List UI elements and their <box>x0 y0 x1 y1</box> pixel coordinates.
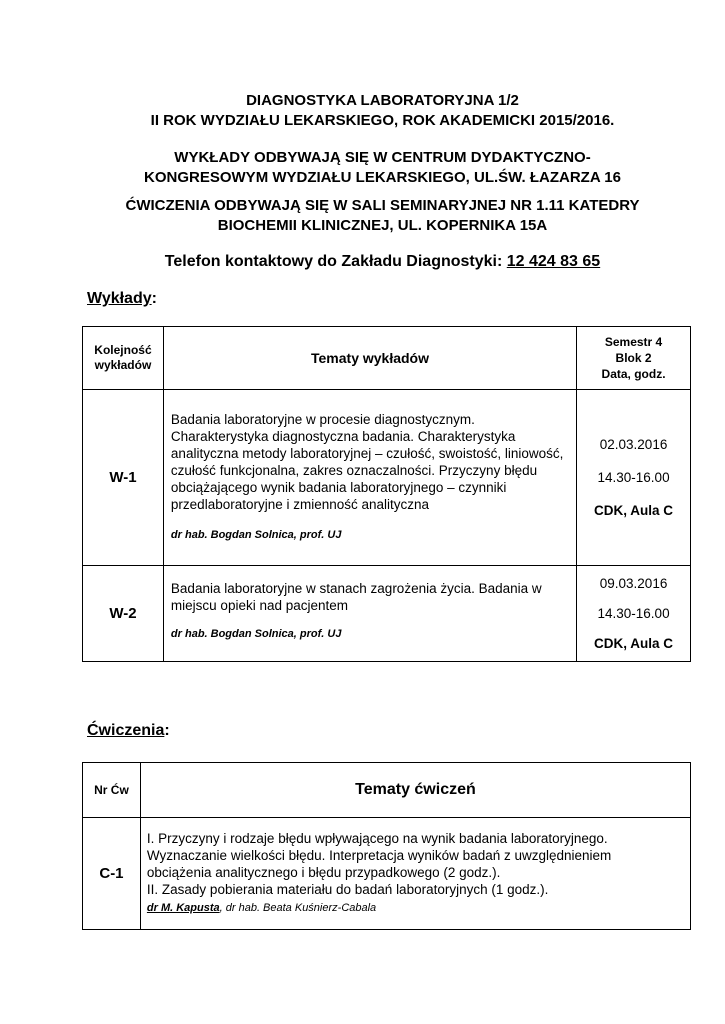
document-title <box>60 91 705 131</box>
exercise-topic-line: obciążenia analitycznego i błędu przypadkowego (2 godz.). <box>146 865 501 880</box>
lecture-code: W-2 <box>83 566 164 662</box>
header-topics: Tematy wykładów <box>163 327 576 390</box>
header-order-line-1: Kolejność <box>94 343 152 357</box>
lectures-heading <box>87 290 157 308</box>
exercise-lecturers <box>147 900 684 917</box>
lectures-heading-label: Wykłady <box>87 290 152 307</box>
lecture-time: 14.30-16.00 <box>597 469 670 485</box>
lecture-topic-cell <box>163 566 576 662</box>
lectures-table <box>82 326 691 662</box>
exercise-location <box>60 196 705 236</box>
exercises-table <box>82 762 691 930</box>
header-order <box>83 327 164 390</box>
lecture-topic <box>164 411 576 544</box>
exercise-topic <box>141 830 690 917</box>
exercise-code: C-1 <box>83 818 141 930</box>
lectures-table-header <box>83 327 691 390</box>
header-block: Blok 2 <box>615 351 652 365</box>
header-semester: Semestr 4 <box>604 335 663 349</box>
exercises-heading-colon: : <box>164 722 170 739</box>
exercise-topic-line: II. Zasady pobierania materiału do badań laboratoryjnych (1 godz.). <box>146 882 549 897</box>
lecture-place: CDK, Aula C <box>594 635 674 651</box>
exercise-topic-line: I. Przyczyny i rodzaje błędu wpływającego na wynik badania laboratoryjnego. <box>146 831 608 846</box>
header-exercise-topics: Tematy ćwiczeń <box>140 763 690 818</box>
lecture-lecturer: dr hab. Bogdan Solnica, prof. UJ <box>170 628 342 640</box>
lecture-code: W-1 <box>83 390 164 566</box>
exercise-topic-cell <box>140 818 690 930</box>
exercises-heading <box>87 722 170 740</box>
contact-phone <box>60 253 705 271</box>
header-schedule <box>577 327 691 390</box>
lecture-schedule <box>577 566 691 662</box>
title-line-2: II ROK WYDZIAŁU LEKARSKIEGO, ROK AKADEMICKI 2015/2016. <box>150 112 615 129</box>
lecture-location <box>60 148 705 188</box>
lecture-topic-cell <box>163 390 576 566</box>
exercise-topic-line: Wyznaczanie wielkości błędu. Interpretacja wyników badań z uwzględnieniem <box>146 848 612 863</box>
lecture-topic-text: Badania laboratoryjne w procesie diagnostycznym. Charakterystyka diagnostyczna badania. Charakterystyka analityczna metody laboratoryjnej – czułość, swoistość, liniowość, czułość funkcjonalna, zakres oznaczalności. Przyczyny błędu obciążającego wynik badania laboratoryjnego – czynniki przedlaboratoryjne i zmienność analityczna <box>170 412 564 512</box>
phone-label: Telefon kontaktowy do Zakładu Diagnostyki: <box>164 253 507 270</box>
lecture-place: CDK, Aula C <box>594 502 674 518</box>
exercise-location-line-1: ĆWICZENIA ODBYWAJĄ SIĘ W SALI SEMINARYJNEJ NR 1.11 KATEDRY <box>125 197 640 214</box>
lecture-location-line-2: KONGRESOWYM WYDZIAŁU LEKARSKIEGO, UL.ŚW. ŁAZARZA 16 <box>144 169 621 186</box>
lectures-heading-colon: : <box>151 290 157 307</box>
lecture-time: 14.30-16.00 <box>597 605 670 621</box>
table-row <box>83 818 691 930</box>
table-row <box>83 390 691 566</box>
table-row <box>83 566 691 662</box>
exercise-location-line-2: BIOCHEMII KLINICZNEJ, UL. KOPERNIKA 15A <box>217 217 548 234</box>
header-date-time: Data, godz. <box>601 367 666 381</box>
lecture-date: 02.03.2016 <box>599 436 668 452</box>
title-line-1: DIAGNOSTYKA LABORATORYJNA 1/2 <box>246 92 519 109</box>
lecture-topic-text: Badania laboratoryjne w stanach zagrożenia życia. Badania w miejscu opieki nad pacjentem <box>170 581 542 613</box>
exercises-table-header <box>83 763 691 818</box>
lecture-location-line-1: WYKŁADY ODBYWAJĄ SIĘ W CENTRUM DYDAKTYCZNO- <box>174 149 591 166</box>
header-order-line-2: wykładów <box>94 358 152 372</box>
exercise-lecturer-rest: , dr hab. Beata Kuśnierz-Cabala <box>219 902 377 914</box>
lecture-lecturer: dr hab. Bogdan Solnica, prof. UJ <box>170 529 342 541</box>
header-exercise-number: Nr Ćw <box>83 763 141 818</box>
lecture-schedule <box>577 390 691 566</box>
lecture-topic <box>164 580 576 643</box>
phone-number: 12 424 83 65 <box>506 253 601 270</box>
exercise-lecturer-main: dr M. Kapusta <box>146 902 220 914</box>
lecture-date: 09.03.2016 <box>599 575 668 591</box>
exercises-heading-label: Ćwiczenia <box>87 722 165 739</box>
